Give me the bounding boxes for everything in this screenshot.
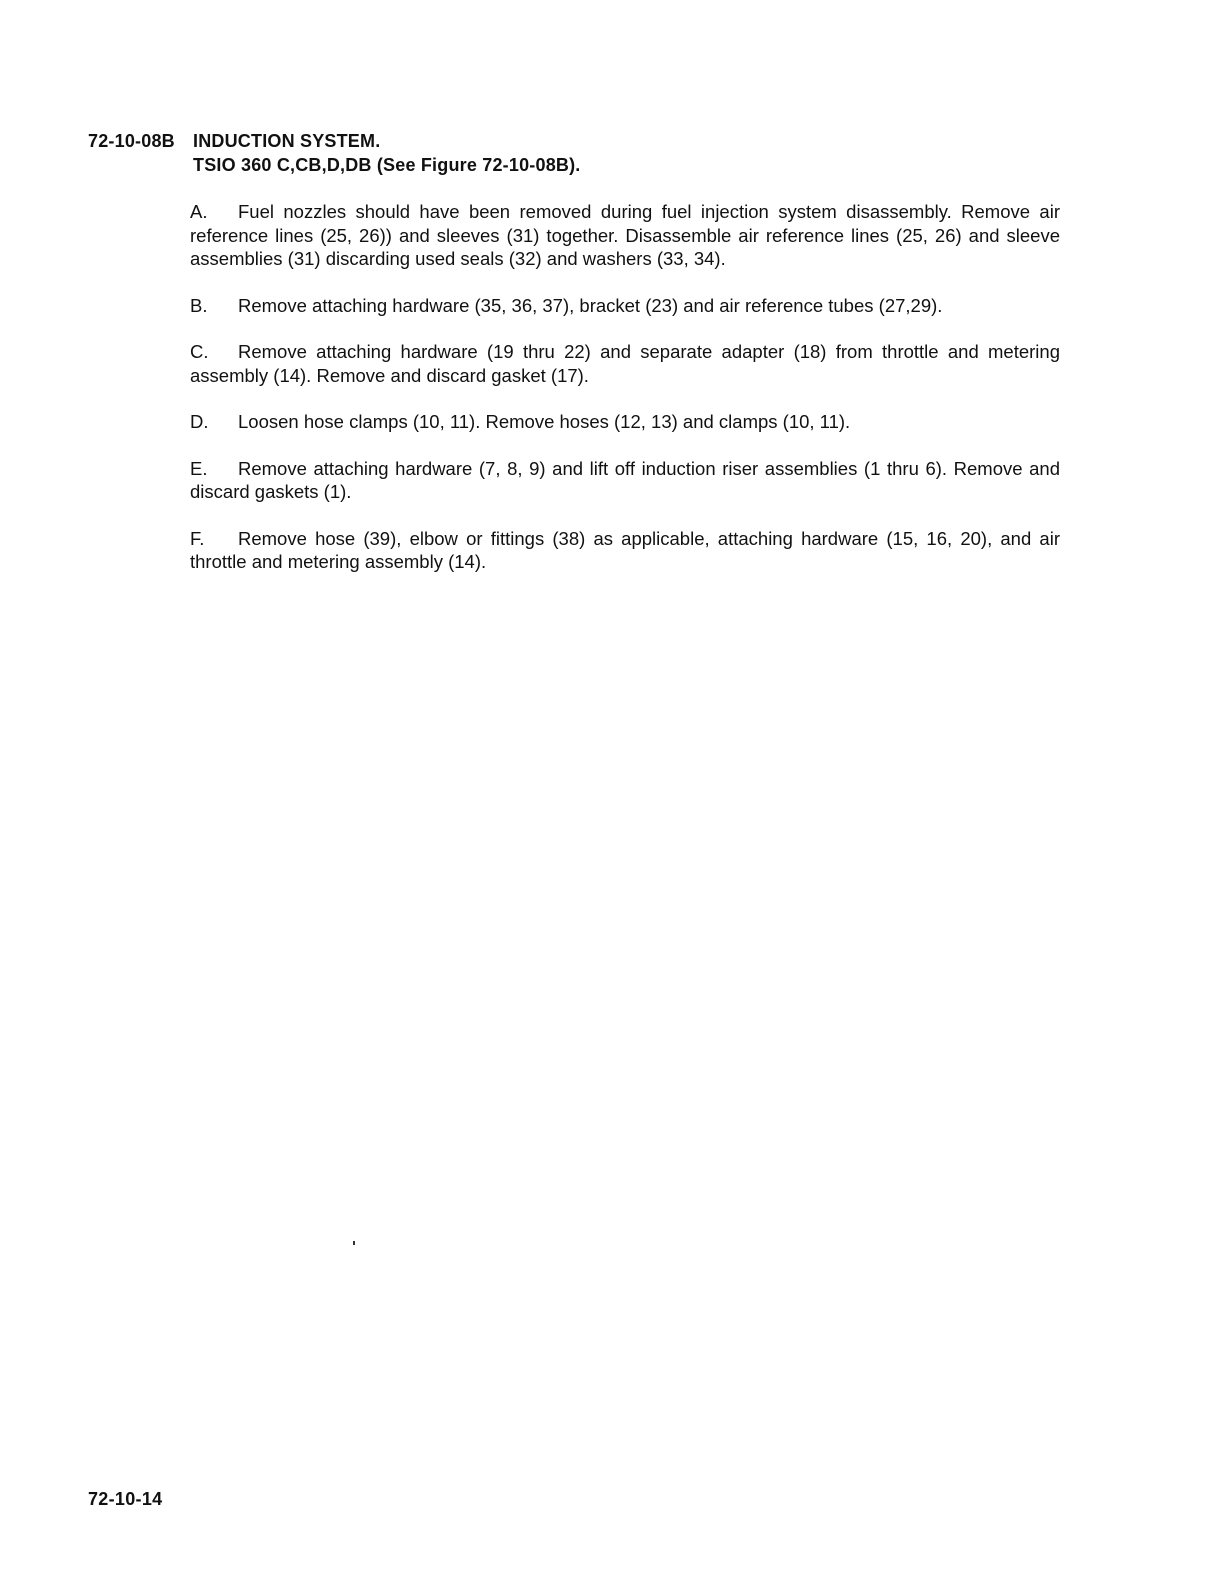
step-letter: D. bbox=[190, 411, 209, 432]
scan-speck bbox=[353, 1241, 355, 1245]
page-number: 72-10-14 bbox=[88, 1489, 163, 1509]
step-letter: A. bbox=[190, 201, 208, 222]
step-f bbox=[190, 527, 1060, 574]
step-a bbox=[190, 200, 1060, 271]
step-b bbox=[190, 294, 1060, 318]
step-text: Remove attaching hardware (19 thru 22) and separate adapter (18) from throttle and metering assembly (14). Remove and discard gasket (17). bbox=[190, 341, 1060, 386]
section-subtitle: TSIO 360 C,CB,D,DB (See Figure 72-10-08B). bbox=[193, 155, 581, 175]
step-letter: F. bbox=[190, 527, 205, 549]
step-letter: E. bbox=[190, 457, 208, 479]
step-text: Fuel nozzles should have been removed during fuel injection system disassembly. Remove air reference lines (25, 26)) and sleeves (31) together. Disassemble air reference lines (25, 26) and sleeve assemblies (31) discarding used seals (32) and washers (33, 34). bbox=[190, 201, 1060, 269]
section-title: INDUCTION SYSTEM. bbox=[193, 131, 381, 151]
step-text: Remove hose (39), elbow or fittings (38) as applicable, attaching hardware (15, 16, 20), and air throttle and metering assembly (14). bbox=[190, 527, 1060, 572]
step-text: Remove attaching hardware (35, 36, 37), bracket (23) and air reference tubes (27,29). bbox=[238, 294, 943, 316]
step-e bbox=[190, 457, 1060, 504]
step-letter: C. bbox=[190, 341, 209, 362]
step-d bbox=[190, 410, 1060, 434]
step-c bbox=[190, 340, 1060, 387]
step-text: Loosen hose clamps (10, 11). Remove hoses (12, 13) and clamps (10, 11). bbox=[238, 411, 851, 432]
step-text: Remove attaching hardware (7, 8, 9) and lift off induction riser assemblies (1 thru 6). Remove and discard gaskets (1). bbox=[190, 457, 1060, 502]
section-number: 72-10-08B bbox=[88, 131, 175, 151]
procedure-steps bbox=[190, 200, 1060, 597]
step-letter: B. bbox=[190, 294, 208, 316]
